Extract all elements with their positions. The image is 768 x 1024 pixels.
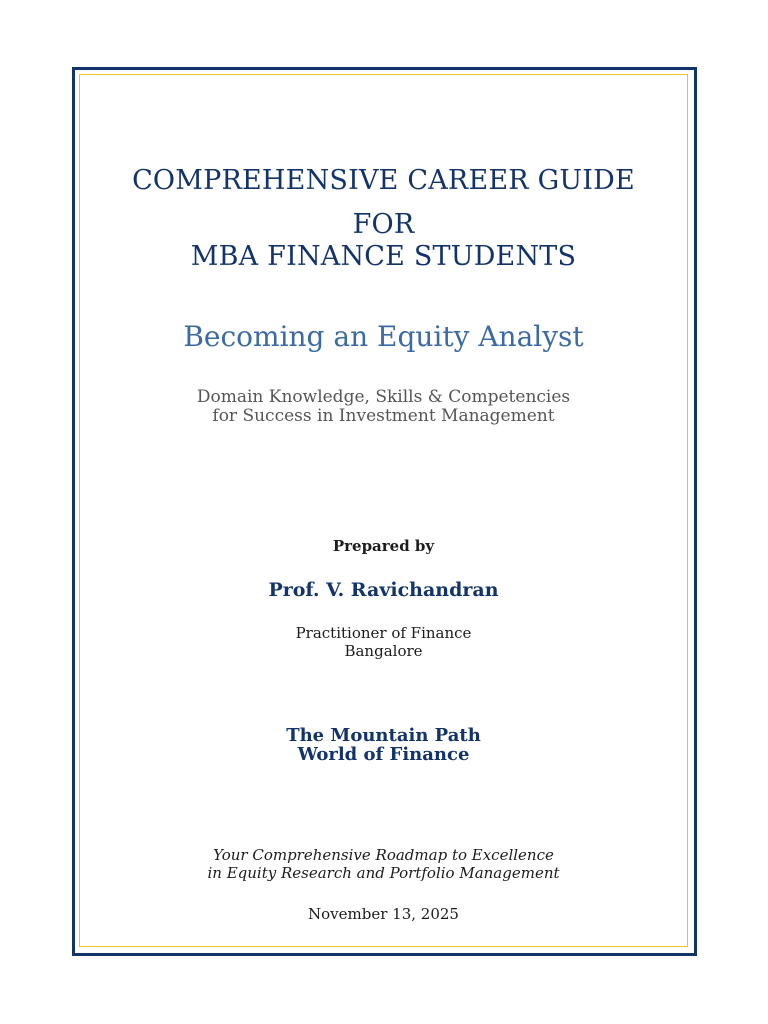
- closing-line-2: in Equity Research and Portfolio Management: [207, 864, 560, 882]
- organization-line-1: The Mountain Path: [286, 725, 481, 746]
- title-line-1: COMPREHENSIVE CAREER GUIDE: [132, 165, 635, 196]
- inner-border: [79, 74, 688, 947]
- author-role: Practitioner of Finance: [295, 624, 472, 642]
- tagline-line-1: Domain Knowledge, Skills & Competencies: [196, 387, 571, 407]
- closing-line-1: Your Comprehensive Roadmap to Excellence: [213, 846, 554, 864]
- title-line-3: MBA FINANCE STUDENTS: [190, 241, 577, 272]
- subtitle: Becoming an Equity Analyst: [183, 320, 584, 353]
- author-location: Bangalore: [344, 642, 423, 660]
- prepared-by-label: Prepared by: [332, 537, 435, 555]
- publication-date: November 13, 2025: [308, 905, 459, 923]
- organization-line-2: World of Finance: [297, 744, 470, 765]
- title-line-2: FOR: [352, 209, 415, 240]
- author-name: Prof. V. Ravichandran: [268, 579, 499, 601]
- tagline-line-2: for Success in Investment Management: [212, 406, 555, 426]
